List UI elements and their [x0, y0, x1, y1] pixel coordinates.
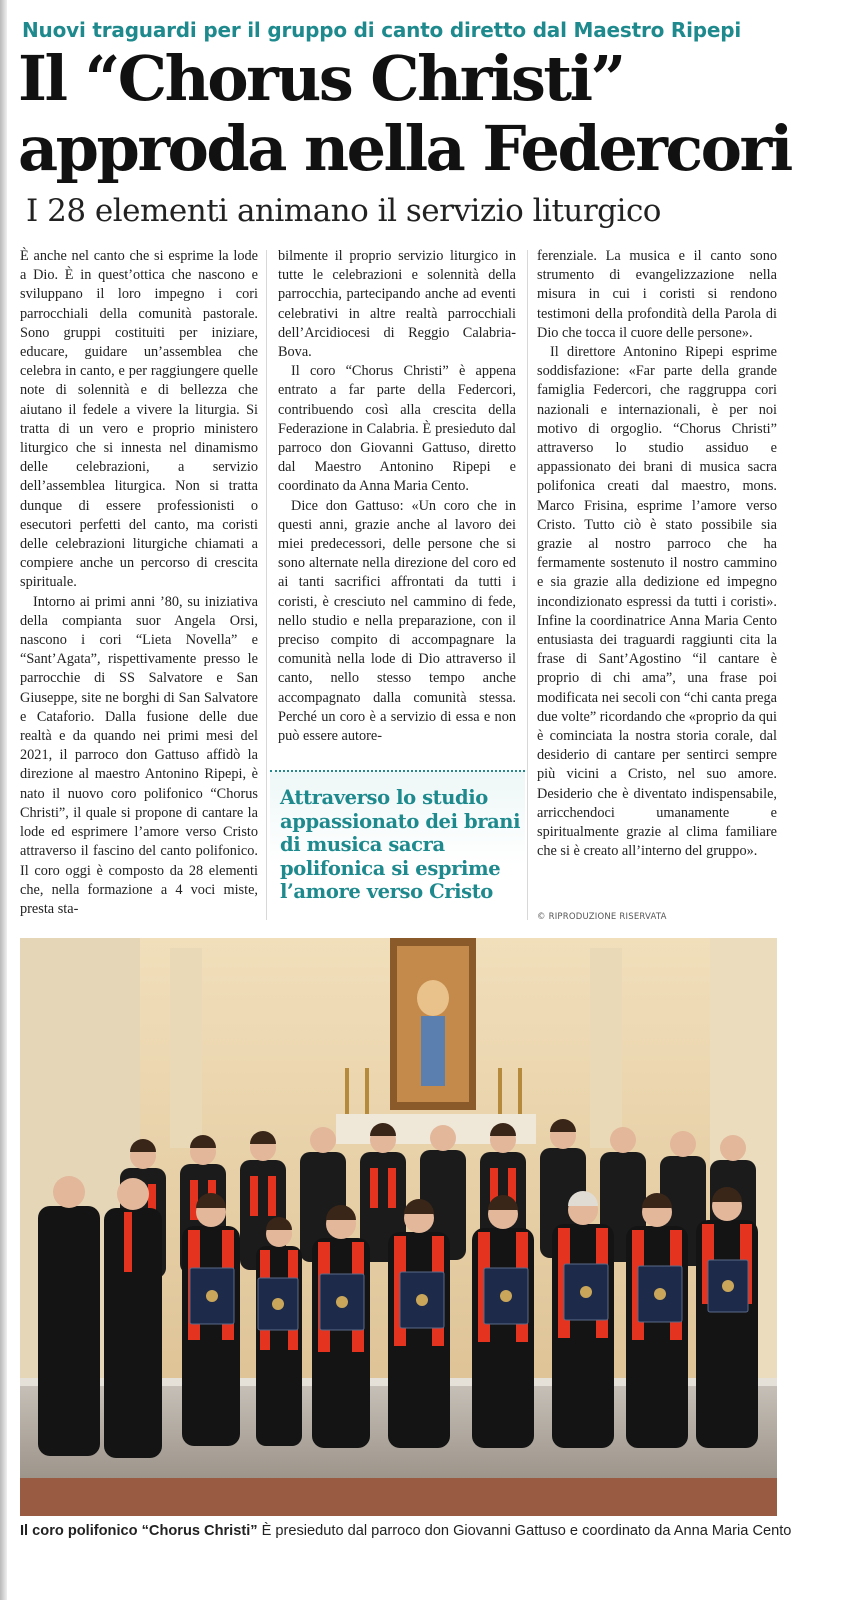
paragraph: Il coro “Chorus Christi” è appena entrato a far parte della Federcori, contribuendo così alla crescita della Federazione in Calabria. È presieduto dal parroco don Giovanni Gattuso, diretto dal Maestro Antonino Ripepi e coordinato da Anna Maria Cento. [278, 363, 516, 495]
paragraph: Il direttore Antonino Ripepi esprime soddisfazione: «Far parte della grande famiglia Federcori, che raggruppa cori nazionali e internazionali, è per noi motivo di orgoglio. “Chorus Christi” attraverso lo studio assiduo e appassionato dei brani di musica sacra polifonica creati dal maestro, mons. Marco Frisina, esprime l’amore verso Cristo. Tutto ciò è stato possibile sia grazie al nostro parroco che ha fermamente sostenuto il nostro cammino e sia grazie alla dedizione ed impegno incondizionato espressi da tutti i coristi». Infine la coordinatrice Anna Maria Cento entusiasta dei traguardi raggiunti cita la frase di Sant’Agostino “il cantare è proprio di chi ama”, una frase poi modificata nei secoli con “chi canta prega due volte” ricordando che «proprio da qui è cominciata la nostra storia corale, dal desiderio di cantare per sentirci sempre più vicini a Cristo, nel suo amore. Desiderio che è diventato indispensabile, arricchendoci umanamente e spiritualmente grazie al clima familiare che si è creato all’interno del gruppo». [537, 344, 777, 860]
paragraph: È anche nel canto che si esprime la lode a Dio. È in quest’ottica che nascono e sviluppano il loro impegno i cori parrocchiali della comunità pastorale. Sono gruppi costituiti per iniziare, educare, guidare un’assemblea che celebra in canto, e per raggiungere quelle note di solennità e di bellezza che aiutano il fedele a vivere la liturgia. Si tratta di un vero e proprio ministero liturgico che si innesta nel dinamismo delle celebrazioni, a servizio dell’assemblea liturgica. Non si tratta dunque di essere professionisti o esecutori perfetti del canto, ma coristi delle celebrazioni liturgiche chiamati a compiere anche un percorso di crescita spirituale. [20, 248, 258, 591]
pull-quote-line: appassionato dei brani [280, 809, 521, 833]
pull-quote-line: polifonica si esprime [280, 856, 501, 880]
kicker: Nuovi traguardi per il gruppo di canto diretto dal Maestro Ripepi [22, 18, 742, 42]
headline-line-2: approda nella Federcori [18, 112, 791, 185]
article-column-1 [20, 247, 258, 919]
headline-line-1: Il “Chorus Christi” [18, 42, 624, 115]
photo-caption [20, 1523, 840, 1539]
choir-photo [20, 938, 777, 1516]
photo-caption-text: È presieduto dal parroco don Giovanni Gattuso e coordinato da Anna Maria Cento [257, 1523, 792, 1539]
subtitle: I 28 elementi animano il servizio liturgico [26, 193, 661, 229]
paragraph: Intorno ai primi anni ’80, su iniziativa della compianta suor Angela Orsi, nascono i cori “Lieta Novella” e “Sant’Agata”, rispettivamente presso le parrocchie di SS Salvatore e San Giuseppe, site ne borghi di San Salvatore e Cataforio. Dalla fusione delle due realtà e da quando nei primi mesi del 2021, il parroco don Gattuso affidò la direzione al maestro Antonino Ripepi, è nato il nuovo coro polifonico “Chorus Christi”, il quale si propone di cantare la lode ed esprimere l’amore verso Cristo attraverso il fascino del canto polifonico. Il coro oggi è composto da 28 elementi che, nella formazione a 4 voci miste, presta sta- [20, 593, 258, 917]
column-divider [527, 250, 528, 920]
pull-quote-line: di musica sacra [280, 833, 445, 856]
pull-quote-line: Attraverso lo studio [280, 786, 488, 809]
column-divider [266, 250, 267, 920]
paragraph: Dice don Gattuso: «Un coro che in questi anni, grazie anche al lavoro dei miei predecessori, delle persone che si sono alternate nella direzione del coro ed ai tanti sacrifici affrontati da tutti i coristi, è cresciuto nel cammino di fede, nello studio e nella preparazione, con il preciso compito di accompagnare la comunità nella lode di Dio attraverso il canto, nello stesso tempo anche accompagnato dalla comunità stessa. Perché un coro è a servizio di essa e non può essere autore- [278, 497, 516, 745]
copyright-notice: © RIPRODUZIONE RISERVATA [537, 912, 667, 922]
page-fold-shadow [0, 0, 7, 1600]
paragraph: ferenziale. La musica e il canto sono strumento di evangelizzazione nella misura in cui i coristi si rendono testimoni della profondità della Parola di Dio che tocca il cuore delle persone». [537, 248, 777, 341]
photo-caption-bold: Il coro polifonico “Chorus Christi” [20, 1523, 258, 1539]
pull-quote [270, 770, 525, 904]
headline [18, 44, 848, 184]
article-column-2 [278, 247, 516, 745]
choir-photo-illustration [20, 938, 777, 1516]
paragraph: bilmente il proprio servizio liturgico in tutte le celebrazioni e solennità della parrocchia, partecipando anche ad eventi celebrativi in altre realtà parrocchiali dell’Arcidiocesi di Reggio Calabria-Bova. [278, 248, 516, 361]
pull-quote-line: l’amore verso Cristo [280, 880, 493, 903]
article-column-3 [537, 247, 777, 862]
